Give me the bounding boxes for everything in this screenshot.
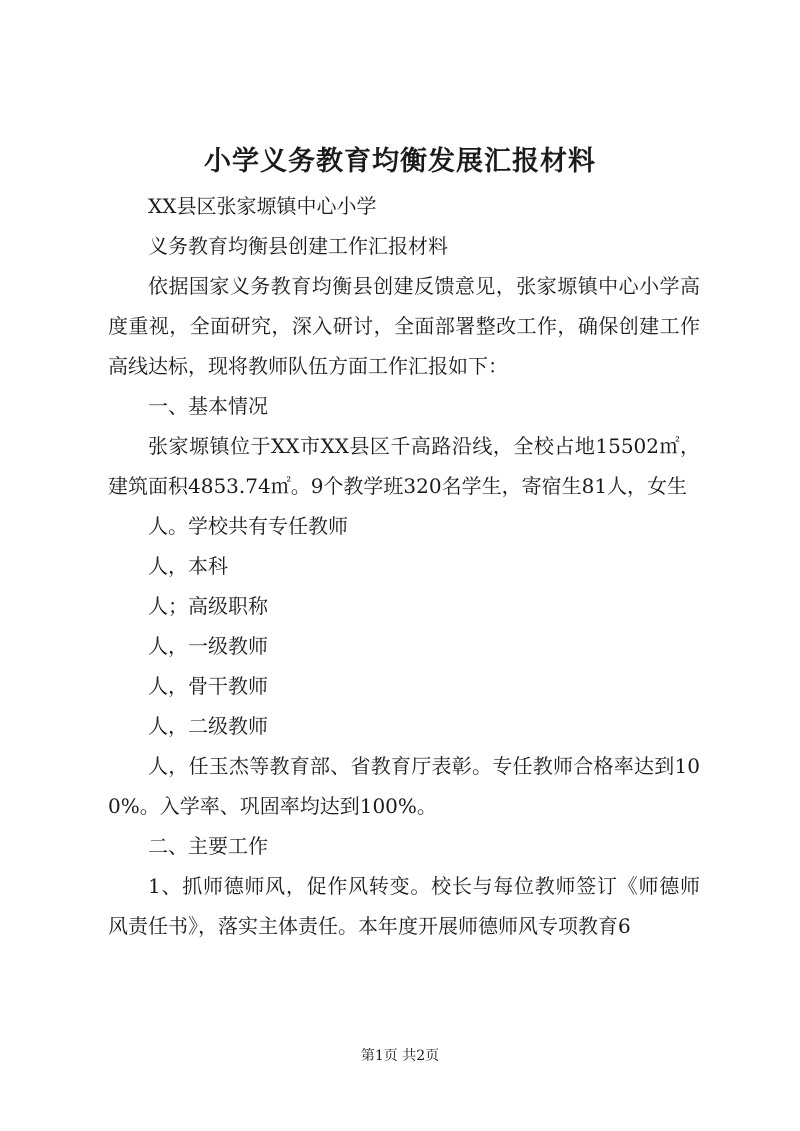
section-heading-basic: 一、基本情况	[148, 394, 268, 418]
backbone-teacher-line: 人，骨干教师	[148, 674, 268, 698]
senior-title-line: 人；高级职称	[148, 594, 268, 618]
bachelor-count-line: 人，本科	[148, 554, 228, 578]
school-name-line: XX县区张家塬镇中心小学	[148, 194, 377, 218]
intro-paragraph: 依据国家义务教育均衡县创建反馈意见，张家塬镇中心小学高度重视，全面研究，深入研讨，全面部署整改工作，确保创建工作高线达标，现将教师队伍方面工作汇报如下：	[108, 274, 700, 378]
ethics-paragraph: 1、抓师德师风，促作风转变。校长与每位教师签订《师德师风责任书》，落实主体责任。本年度开展师德师风专项教育6	[108, 874, 700, 938]
page-indicator: 第1页 共2页	[360, 1048, 440, 1064]
second-grade-teacher-line: 人，二级教师	[148, 714, 268, 738]
basic-info-paragraph: 张家塬镇位于XX市XX县区千高路沿线，全校占地15502㎡，建筑面积4853.74㎡。9个教学班320名学生，寄宿生81人，女生	[108, 434, 700, 498]
document-title: 小学义务教育均衡发展汇报材料	[204, 146, 596, 177]
report-subtitle-line: 义务教育均衡县创建工作汇报材料	[148, 234, 448, 258]
teacher-count-line: 人。学校共有专任教师	[148, 514, 348, 538]
first-grade-teacher-line: 人，一级教师	[148, 634, 268, 658]
awards-paragraph: 人，任玉杰等教育部、省教育厅表彰。专任教师合格率达到100%。入学率、巩固率均达到100%。	[108, 754, 700, 818]
document-body	[108, 186, 700, 946]
section-heading-main-work: 二、主要工作	[148, 834, 268, 858]
